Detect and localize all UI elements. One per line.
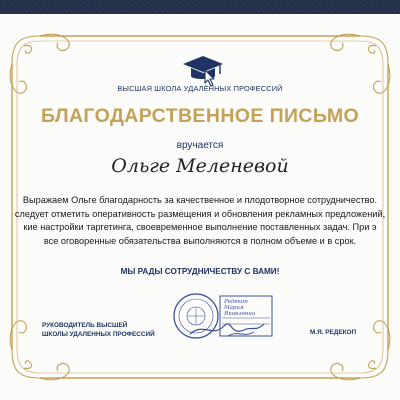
closing-phrase: МЫ РАДЫ СОТРУДНИЧЕСТВУ С ВАМИ! (120, 267, 280, 276)
signatory-title-line: РУКОВОДИТЕЛЬ ВЫСШЕЙ (42, 322, 128, 329)
svg-text:Редекоп: Редекоп (224, 299, 248, 305)
presented-label: вручается (176, 140, 224, 151)
gratitude-line: Выражаем Ольге благодарность за качественное и плодотворное сотрудничество. (22, 195, 378, 205)
gratitude-line: все оговоренные обязательства выполняются в полном объеме и в срок. (43, 235, 357, 246)
certificate-paper (0, 14, 400, 400)
gratitude-text (0, 194, 400, 248)
graduation-cap-cursor-icon (178, 52, 228, 88)
recipient-name: Ольге Меленевой (111, 155, 289, 177)
signatory-name: М.Я. РЕДЕКОП (310, 329, 357, 336)
gratitude-line: следует отметить оперативность размещения и обновления рекламных предложений, (14, 208, 386, 219)
signatory-title (42, 321, 155, 339)
certificate-title: БЛАГОДАРСТВЕННОЕ ПИСЬМО (40, 105, 360, 127)
school-name: ВЫСШАЯ ШКОЛА УДАЛЁННЫХ ПРОФЕССИЙ (117, 84, 283, 93)
gratitude-line: кие настройки таргетинга, своевременное выполнение поставленных задач. При э (23, 222, 377, 233)
svg-text:Мария: Мария (224, 305, 244, 311)
signatory-title-line: ШКОЛЫ УДАЛЕННЫХ ПРОФЕССИЙ (42, 331, 155, 338)
svg-text:Яковлевна: Яковлевна (224, 311, 256, 317)
official-stamp (168, 286, 298, 346)
